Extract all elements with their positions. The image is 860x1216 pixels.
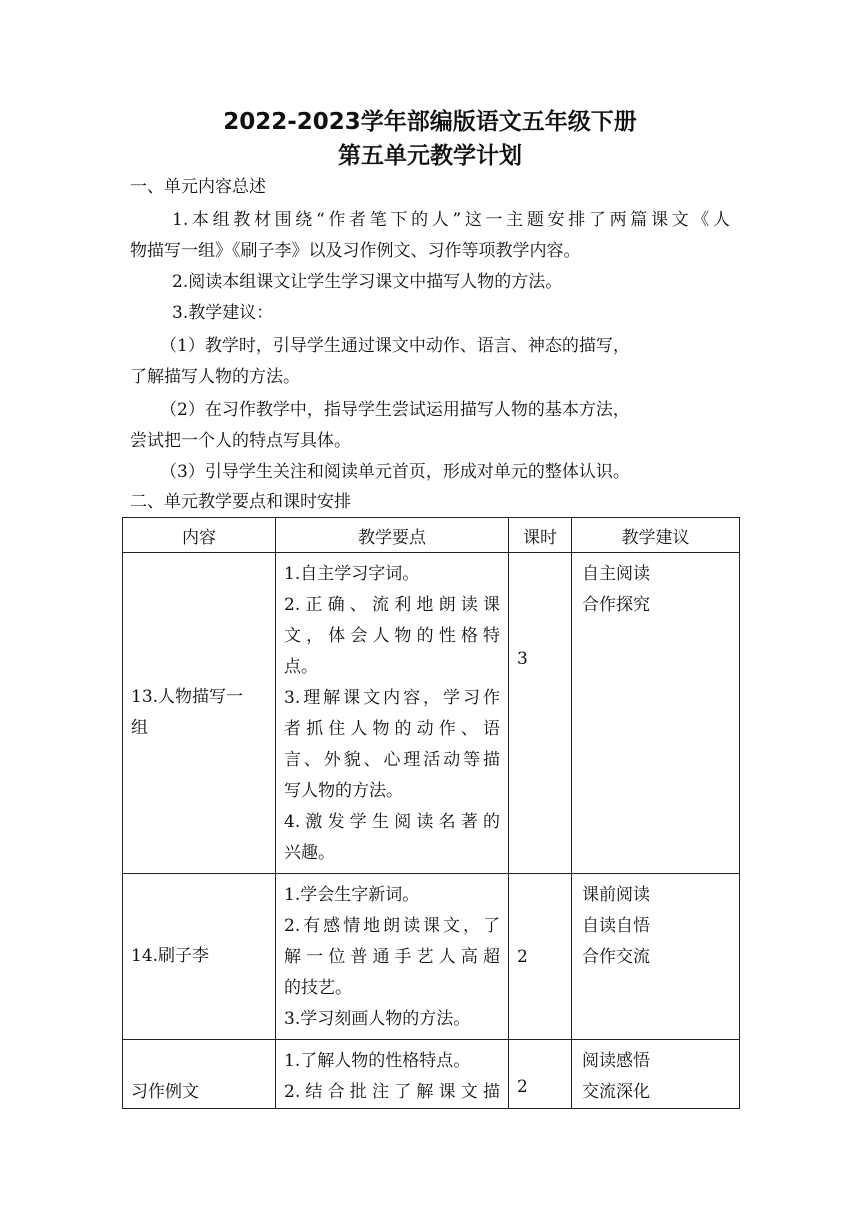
paragraph-1-line-2: 物描写一组》《刷子李》以及习作例文、习作等项教学内容。 (130, 241, 581, 261)
header-content: 内容 (123, 518, 276, 553)
suggestion-1-line-2: 了解描写人物的方法。 (130, 367, 300, 387)
suggestion-item: 阅读感悟 (582, 1051, 650, 1071)
point-line: 的技艺。 (284, 978, 352, 998)
point-line: 3.理解课文内容，学习作 (284, 688, 500, 708)
document-title: 2022-2023学年部编版语文五年级下册 (223, 109, 637, 135)
paragraph-1-line-1: 1.本组教材围绕“作者笔下的人”这一主题安排了两篇课文《人 (172, 210, 730, 230)
paragraph-3: 3.教学建议： (172, 303, 274, 323)
lesson-name-cell (123, 553, 276, 874)
header-teaching-points: 教学要点 (276, 518, 509, 553)
header-hours: 课时 (509, 518, 572, 553)
suggestions-cell (572, 874, 740, 1040)
point-line: 文，体会人物的性格特 (284, 626, 500, 646)
suggestion-2-line-2: 尝试把一个人的特点写具体。 (130, 431, 351, 451)
suggestion-3: （3）引导学生关注和阅读单元首页，形成对单元的整体认识。 (160, 462, 630, 482)
lesson-name-line: 14.刷子李 (131, 946, 210, 966)
point-line: 2.结合批注了解课文描 (284, 1082, 500, 1102)
suggestion-2-line-1: （2）在习作教学中，指导学生尝试运用描写人物的基本方法， (160, 400, 630, 420)
lesson-name-cell (123, 874, 276, 1040)
hours-cell: 2 (509, 1040, 572, 1109)
table-row (123, 553, 740, 874)
suggestions-cell (572, 1040, 740, 1109)
suggestion-item: 交流深化 (582, 1082, 650, 1102)
suggestion-item: 自主阅读 (582, 564, 650, 584)
point-line: 点。 (284, 657, 318, 677)
suggestion-item: 合作交流 (582, 947, 650, 967)
point-line: 3.学习刻画人物的方法。 (284, 1009, 471, 1029)
lesson-name-line: 13.人物描写一 (131, 687, 244, 707)
point-line: 1.了解人物的性格特点。 (284, 1051, 471, 1071)
point-line: 写人物的方法。 (284, 781, 403, 801)
paragraph-2: 2.阅读本组课文让学生学习课文中描写人物的方法。 (172, 272, 563, 292)
hours-cell: 3 (509, 553, 572, 874)
lesson-name-cell (123, 1040, 276, 1109)
document-subtitle: 第五单元教学计划 (338, 143, 522, 169)
point-line: 2.正确、流利地朗读课 (284, 595, 500, 615)
table-row (123, 874, 740, 1040)
point-line: 解一位普通手艺人高超 (284, 947, 500, 967)
teaching-points-cell (276, 874, 509, 1040)
point-line: 1.自主学习字词。 (284, 564, 420, 584)
teaching-points-cell (276, 1040, 509, 1109)
point-line: 4.激发学生阅读名著的 (284, 812, 500, 832)
point-line: 者抓住人物的动作、语 (284, 719, 500, 739)
lesson-name-line: 习作例文 (131, 1082, 199, 1102)
hours-cell: 2 (509, 874, 572, 1040)
table-row (123, 1040, 740, 1109)
suggestions-cell (572, 553, 740, 874)
teaching-points-cell (276, 553, 509, 874)
section-heading-overview: 一、单元内容总述 (130, 177, 266, 197)
header-suggestions: 教学建议 (572, 518, 740, 553)
point-line: 1.学会生字新词。 (284, 885, 420, 905)
suggestion-item: 自读自悟 (582, 916, 650, 936)
point-line: 兴趣。 (284, 843, 335, 863)
point-line: 言、外貌、心理活动等描 (284, 750, 500, 770)
suggestion-item: 课前阅读 (582, 885, 650, 905)
lesson-name-line: 组 (131, 718, 148, 738)
teaching-plan-table (122, 517, 740, 1109)
suggestion-1-line-1: （1）教学时，引导学生通过课文中动作、语言、神态的描写， (160, 336, 630, 356)
section-heading-plan: 二、单元教学要点和课时安排 (130, 492, 351, 512)
table-header-row (123, 518, 740, 553)
point-line: 2.有感情地朗读课文，了 (284, 916, 500, 936)
suggestion-item: 合作探究 (582, 595, 650, 615)
